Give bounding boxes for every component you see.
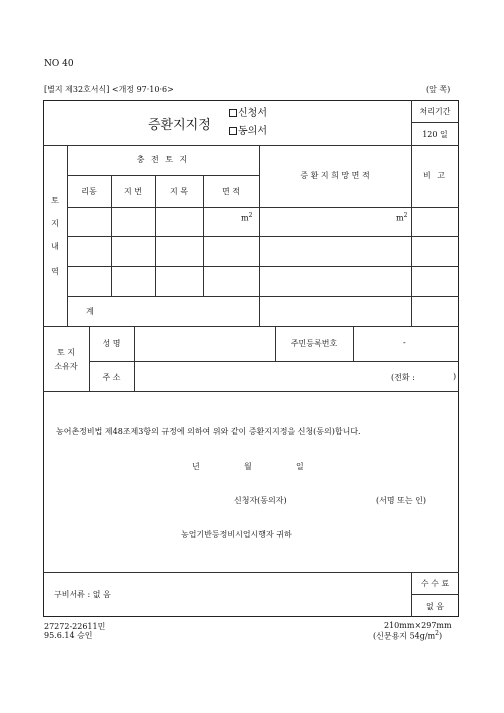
processing-period-label: 처리기간 bbox=[419, 107, 451, 116]
date-year: 년 bbox=[192, 462, 200, 471]
remarks-header: 비 고 bbox=[423, 171, 447, 180]
required-docs: 구비서류 : 없 음 bbox=[54, 590, 111, 599]
subject-land-header: 충 전 토 지 bbox=[136, 155, 190, 164]
total-label: 계 bbox=[86, 307, 94, 316]
fee-value: 없 음 bbox=[426, 602, 444, 611]
divider bbox=[89, 361, 459, 362]
name-label: 성 명 bbox=[102, 339, 121, 348]
checkbox-apply[interactable] bbox=[229, 109, 237, 117]
land-section-label-2: 지 bbox=[51, 219, 59, 228]
approval-date: 95.6.14 승인 bbox=[44, 631, 93, 640]
col-jimok: 지 목 bbox=[170, 187, 188, 196]
applicant-label: 신청자(동의자) bbox=[234, 496, 287, 505]
sign-label: (서명 또는 인) bbox=[376, 496, 426, 505]
divider bbox=[67, 296, 459, 297]
address-label: 주 소 bbox=[102, 373, 121, 382]
form-reference: [별지 제32호서식] <개정 97·10·6> bbox=[44, 85, 174, 94]
land-section-label-4: 역 bbox=[51, 267, 59, 276]
phone-close: ) bbox=[453, 372, 457, 381]
divider bbox=[43, 326, 459, 327]
divider bbox=[67, 266, 459, 267]
land-section-label-3: 내 bbox=[51, 242, 59, 251]
form-code: 27272-22611민 bbox=[44, 622, 106, 631]
divider bbox=[411, 122, 459, 123]
option-consent[interactable] bbox=[229, 122, 267, 137]
checkbox-consent[interactable] bbox=[229, 127, 237, 135]
date-day: 일 bbox=[296, 462, 304, 471]
desired-area-unit: $m^2$ bbox=[396, 212, 408, 223]
option-apply[interactable] bbox=[229, 104, 267, 119]
col-jibeon: 지 번 bbox=[124, 187, 142, 196]
area-unit: $m^2$ bbox=[241, 212, 253, 223]
id-number-label: 주민등록번호 bbox=[290, 339, 338, 348]
divider bbox=[134, 326, 135, 391]
form-title: 증환지지정 bbox=[148, 118, 211, 133]
option-apply-label: 신청서 bbox=[238, 108, 267, 119]
desired-area-header: 증 환 지 희 망 면 적 bbox=[300, 171, 370, 180]
owner-section-label-1: 토 지 bbox=[57, 348, 75, 357]
fee-label: 수 수 료 bbox=[420, 579, 450, 588]
divider bbox=[43, 145, 459, 146]
recipient: 농업기반등정비시업시행자 귀하 bbox=[181, 530, 292, 539]
processing-period-value: 120 일 bbox=[422, 130, 448, 139]
divider bbox=[67, 175, 259, 176]
divider bbox=[43, 572, 459, 573]
date-month: 월 bbox=[244, 462, 252, 471]
option-consent-label: 동의서 bbox=[238, 126, 267, 137]
paper-size: 210mm×297mm bbox=[384, 621, 452, 630]
form-number: NO 40 bbox=[44, 59, 74, 69]
paper-type: (신문용지 $54g/m^2$) bbox=[373, 630, 443, 641]
phone-label: (전화 : bbox=[391, 373, 415, 382]
divider bbox=[43, 391, 459, 392]
declaration-text: 농어촌정비법 제48조제3항의 규정에 의하여 위와 같이 증환지지정을 신청(동의)합니다. bbox=[56, 427, 361, 436]
divider bbox=[67, 145, 68, 326]
divider bbox=[67, 207, 459, 208]
divider bbox=[67, 236, 459, 237]
page-side: (앞 쪽) bbox=[426, 85, 451, 94]
id-number-dash: - bbox=[403, 338, 406, 347]
col-area: 면 적 bbox=[222, 187, 240, 196]
divider bbox=[353, 326, 354, 361]
land-section-label-1: 토 bbox=[51, 196, 59, 205]
col-ri-dong: 리동 bbox=[81, 187, 97, 196]
owner-section-label-2: 소유자 bbox=[54, 362, 78, 371]
divider bbox=[411, 594, 459, 595]
